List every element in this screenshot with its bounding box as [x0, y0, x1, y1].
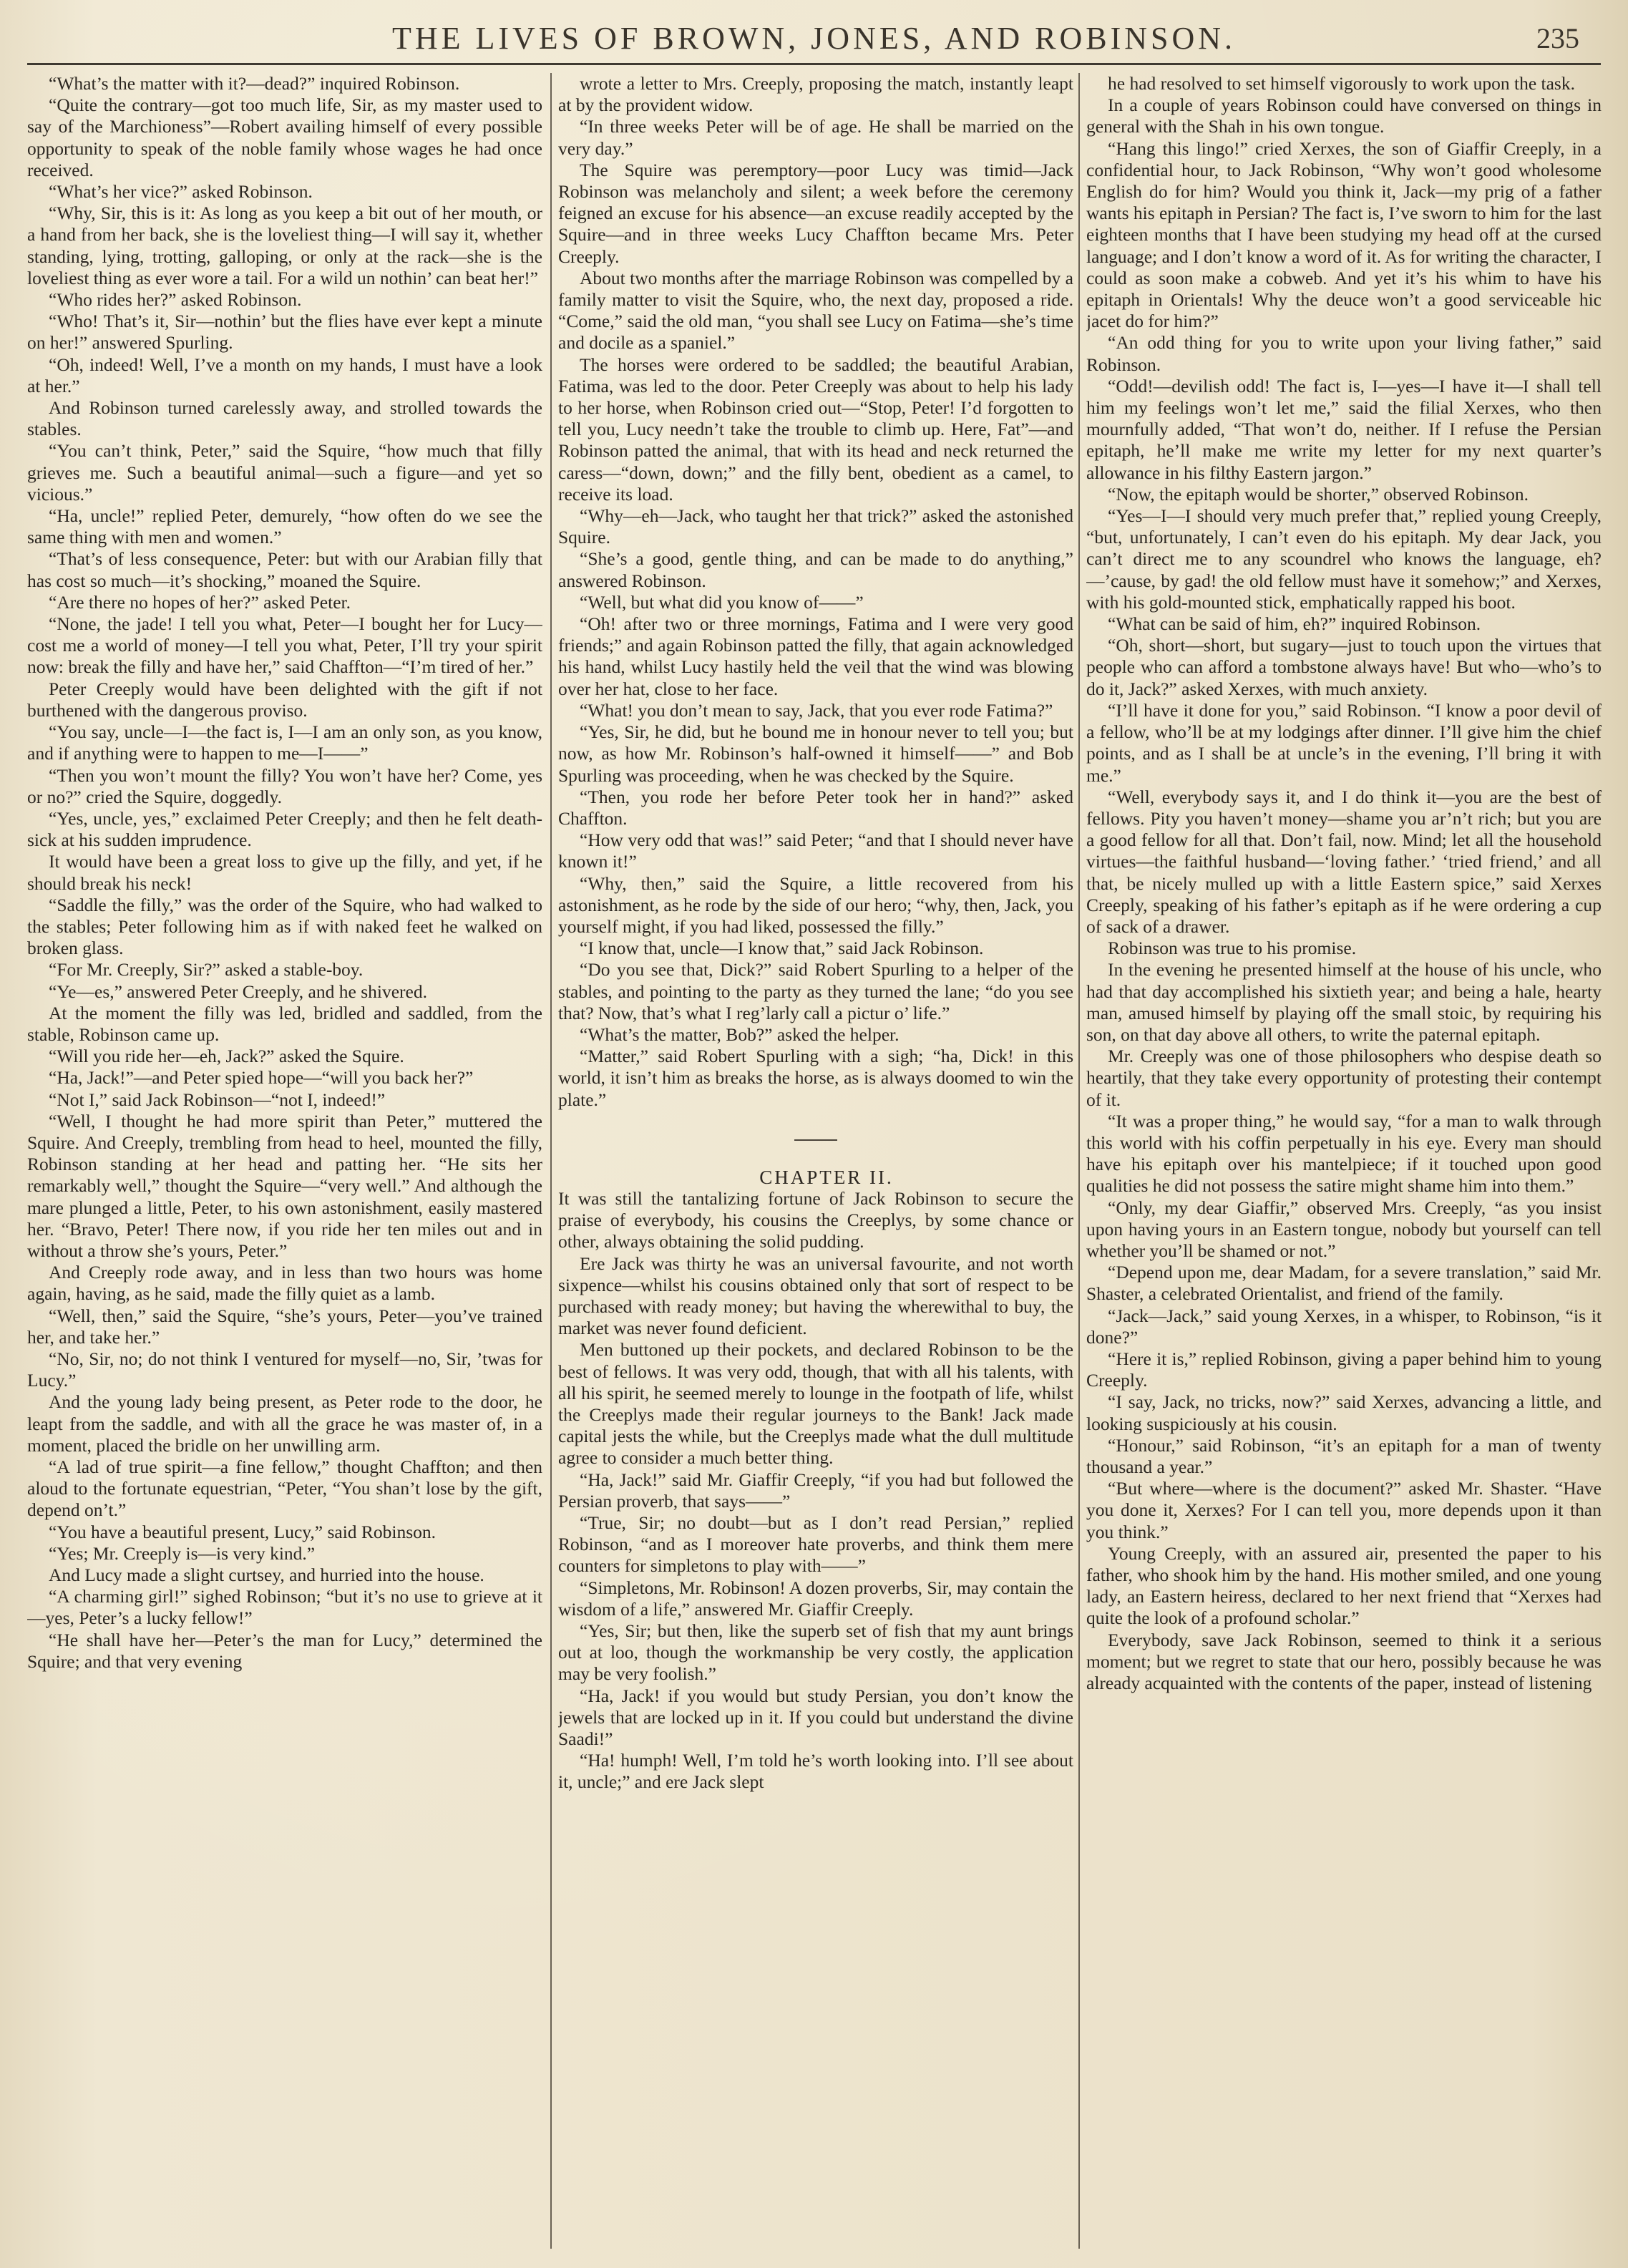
paragraph: “Saddle the filly,” was the order of the Squire, who had walked to the stables; Peter following him as if with naked feet he walked on broken glass. [27, 894, 542, 959]
paragraph: “Yes, Sir; but then, like the superb set of fish that my aunt brings out at loo, though the workmanship be very costly, the application may be very foolish.” [558, 1620, 1073, 1685]
paragraph: “No, Sir, no; do not think I ventured for myself—no, Sir, ’twas for Lucy.” [27, 1348, 542, 1391]
column-1-text [27, 73, 542, 1673]
paragraph: The Squire was peremptory—poor Lucy was timid—Jack Robinson was melancholy and silent; a week before the ceremony feigned an excuse for his absence—an excuse readily accepted by the Squire—and in three weeks Lucy Chaffton became Mrs. Peter Creeply. [558, 159, 1073, 267]
paragraph: “Who! That’s it, Sir—nothin’ but the flies have ever kept a minute on her!” answered Spurling. [27, 311, 542, 354]
paragraph: “How very odd that was!” said Peter; “and that I should never have known it!” [558, 829, 1073, 872]
paragraph: “Depend upon me, dear Madam, for a severe translation,” said Mr. Shaster, a celebrated Orientalist, and friend of the family. [1086, 1262, 1602, 1305]
paragraph: And Lucy made a slight curtsey, and hurried into the house. [49, 1564, 484, 1586]
paragraph: Robinson was true to his promise. [1108, 938, 1357, 959]
paragraph: “Ha, uncle!” replied Peter, demurely, “how often do we see the same thing with men and women.” [27, 505, 542, 548]
paragraph: “He shall have her—Peter’s the man for Lucy,” determined the Squire; and that very evening [27, 1629, 542, 1672]
column-2 [558, 73, 1073, 2256]
paragraph: “I know that, uncle—I know that,” said Jack Robinson. [580, 938, 984, 959]
paragraph: “Why, then,” said the Squire, a little recovered from his astonishment, as he rode by the side of our hero; “why, then, Jack, you yourself might, if you had liked, possessed the filly.” [558, 872, 1073, 937]
paragraph: “True, Sir; no doubt—but as I don’t read Persian,” replied Robinson, “and as I moreover hate proverbs, and think them mere counters for simpletons to play with——” [558, 1512, 1073, 1577]
column-1 [27, 73, 542, 2256]
paragraph: And the young lady being present, as Peter rode to the door, he leapt from the saddle, and with all the grace he was master of, in a moment, placed the bridle on her unwilling arm. [27, 1391, 542, 1456]
paragraph: “Jack—Jack,” said young Xerxes, in a whisper, to Robinson, “is it done?” [1086, 1305, 1602, 1348]
paragraph: he had resolved to set himself vigorously to work upon the task. [1108, 73, 1575, 94]
paragraph: “Hang this lingo!” cried Xerxes, the son of Giaffir Creeply, in a confidential hour, to Jack Robinson, “Why won’t good wholesome English do for him? Would you think it, Jack—my prig of a father wants his epitaph in Persian? The fact is, I’ve sworn to him for the last eighteen months that I have been studying my head off at the cursed language; and I don’t know a word of it. As for writing the character, I could as soon make a cobweb. And yet it’s his whim to have his epitaph in Orientals! Why the deuce won’t a good serviceable hic jacet do for him?” [1086, 137, 1602, 332]
paragraph: “None, the jade! I tell you what, Peter—I bought her for Lucy—cost me a world of money—I tell you what, Peter, I’ll try your spirit now: break the filly and have her,” said Chaffton—“I’m tired of her.” [27, 613, 542, 678]
paragraph: “Who rides her?” asked Robinson. [49, 289, 302, 311]
paragraph: “Then, you rode her before Peter took her in hand?” asked Chaffton. [558, 786, 1073, 829]
paragraph: “For Mr. Creeply, Sir?” asked a stable-boy. [49, 959, 364, 980]
paragraph: “What’s her vice?” asked Robinson. [49, 181, 313, 203]
paragraph: “Well, then,” said the Squire, “she’s yours, Peter—you’ve trained her, and take her.” [27, 1305, 542, 1348]
column-3 [1086, 73, 1602, 2256]
paragraph: “What’s the matter, Bob?” asked the helper. [580, 1023, 900, 1045]
column-2-text-bottom [558, 1253, 1073, 1794]
paragraph: “Oh, indeed! Well, I’ve a month on my hands, I must have a look at her.” [27, 354, 542, 396]
paragraph: In a couple of years Robinson could have conversed on things in general with the Shah in his own tongue. [1086, 94, 1602, 137]
paragraph: Young Creeply, with an assured air, presented the paper to his father, who shook him by the hand. His mother smiled, and one young lady, an Eastern heiress, declared to her next friend that “Xerxes had quite the look of a profound scholar.” [1086, 1542, 1602, 1629]
paragraph: “Why, Sir, this is it: As long as you keep a bit out of her mouth, or a hand from her back, she is the loveliest thing—I will say it, whether standing, lying, trotting, galloping, or only at the rack—she is the loveliest thing as ever wore a tail. For a wild un nothin’ can beat her!” [27, 203, 542, 288]
paragraph: “What’s the matter with it?—dead?” inquired Robinson. [49, 73, 460, 94]
header-rule [27, 63, 1601, 65]
paragraph: wrote a letter to Mrs. Creeply, proposing the match, instantly leapt at by the provident widow. [558, 73, 1073, 116]
paragraph: “Yes—I—I should very much prefer that,” replied young Creeply, “but, unfortunately, I can’t even do his epitaph. My dear Jack, you can’t direct me to any scoundrel who knows the language, eh?—’cause, by gad! the old fellow must have it somehow;” and Xerxes, with his gold-mounted stick, emphatically rapped his boot. [1086, 505, 1602, 613]
paragraph: “Then you won’t mount the filly? You won’t have her? Come, yes or no?” cried the Squire, doggedly. [27, 764, 542, 807]
chapter-heading: CHAPTER II. [759, 1166, 894, 1188]
page-number: 235 [1536, 22, 1579, 54]
paragraph: “Yes; Mr. Creeply is—is very kind.” [49, 1542, 316, 1564]
paragraph: “Here it is,” replied Robinson, giving a paper behind him to young Creeply. [1086, 1348, 1602, 1391]
chapter-opening-paragraph: It was still the tantalizing fortune of Jack Robinson to secure the praise of everybody, his cousins the Creeplys, by some chance or other, always obtaining the solid pudding. [558, 1187, 1073, 1252]
paragraph: “That’s of less consequence, Peter: but with our Arabian filly that has cost so much—it’s shocking,” moaned the Squire. [27, 548, 542, 591]
running-title: THE LIVES OF BROWN, JONES, AND ROBINSON. [391, 21, 1237, 56]
paragraph: “Now, the epitaph would be shorter,” observed Robinson. [1108, 483, 1529, 505]
paragraph: “Odd!—devilish odd! The fact is, I—yes—I have it—I shall tell him my feelings won’t let me,” said the filial Xerxes, who then mournfully added, “That won’t do, neither. If I refuse the Persian epitaph, he’ll make me write my letter for my next quarter’s allowance in his filthy Eastern jargon.” [1086, 375, 1602, 483]
paragraph: “You say, uncle—I—the fact is, I—I am an only son, as you know, and if anything were to happen to me—I——” [27, 721, 542, 764]
paragraph: “In three weeks Peter will be of age. He shall be married on the very day.” [558, 116, 1073, 159]
paragraph: It would have been a great loss to give up the filly, and yet, if he should break his neck! [27, 851, 542, 894]
paragraph: “What can be said of him, eh?” inquired Robinson. [1108, 613, 1481, 635]
paragraph: “She’s a good, gentle thing, and can be made to do anything,” answered Robinson. [558, 548, 1073, 591]
paragraph: “Ha, Jack!” said Mr. Giaffir Creeply, “if you had but followed the Persian proverb, that says——” [558, 1469, 1073, 1512]
paragraph: “Not I,” said Jack Robinson—“not I, indeed!” [49, 1089, 386, 1110]
paragraph: “You can’t think, Peter,” said the Squire, “how much that filly grieves me. Such a beautiful animal—such a figure—and yet so vicious.” [27, 440, 542, 505]
paragraph: “An odd thing for you to write upon your living father,” said Robinson. [1086, 332, 1602, 375]
paragraph: “Only, my dear Giaffir,” observed Mrs. Creeply, “as you insist upon having yours in an Eastern tongue, nobody but yourself can tell whether you’ll be shamed or not.” [1086, 1197, 1602, 1261]
paragraph: About two months after the marriage Robinson was compelled by a family matter to visit the Squire, who, the next day, proposed a ride. “Come,” said the old man, “you shall see Lucy on Fatima—she’s time and docile as a spaniel.” [558, 267, 1073, 354]
paragraph: “Well, I thought he had more spirit than Peter,” muttered the Squire. And Creeply, trembling from head to heel, mounted the filly, Robinson standing at her head and patting her. “He sits her remarkably well,” thought the Squire—“very well.” And although the mare plunged a little, Peter, to his own astonishment, easily mastered her. “Bravo, Peter! There now, if you ride her ten miles out and in without a throw she’s yours, Peter.” [27, 1110, 542, 1261]
paragraph: “Matter,” said Robert Spurling with a sigh; “ha, Dick! in this world, it isn’t him as breaks the horse, as is always doomed to win the plate.” [558, 1046, 1073, 1110]
section-divider [794, 1139, 837, 1141]
paragraph: Ere Jack was thirty he was an universal favourite, and not worth sixpence—whilst his cousins obtained only that sort of respect to be purchased with ready money; but having the wherewithal to buy, the market was never found deficient. [558, 1252, 1073, 1339]
paragraph: The horses were ordered to be saddled; the beautiful Arabian, Fatima, was led to the door. Peter Creeply was about to help his lady to her horse, when Robinson cried out—“Stop, Peter! I’d forgotten to tell you, Lucy needn’t take the trouble to climb up. Here, Fat”—and Robinson patted the animal, that with its head and neck returned the caress—“down, down;” and the filly bent, obedient as a camel, to receive its load. [558, 354, 1073, 505]
paragraph: Everybody, save Jack Robinson, seemed to think it a serious moment; but we regret to state that our hero, possibly because he was already acquainted with the contents of the paper, instead of listening [1086, 1629, 1602, 1694]
paragraph: “Well, but what did you know of——” [580, 591, 864, 613]
paragraph: “Why—eh—Jack, who taught her that trick?” asked the astonished Squire. [558, 505, 1073, 548]
column-3-text [1086, 73, 1602, 1694]
paragraph: “Oh! after two or three mornings, Fatima and I were very good friends;” and again Robinson patted the filly, that again acknowledged his hand, whilst Lucy hastily held the veil that the wind was blowing over her hat, close to her face. [558, 613, 1073, 699]
column-2-text-top [558, 73, 1073, 1111]
paragraph: “I say, Jack, no tricks, now?” said Xerxes, advancing a little, and looking suspiciously at his cousin. [1086, 1391, 1602, 1434]
paragraph: “You have a beautiful present, Lucy,” said Robinson. [49, 1521, 437, 1542]
paragraph: “Oh, short—short, but sugary—just to touch upon the virtues that people who can afford a tombstone always have! But who—who’s to do it, Jack?” asked Xerxes, with much anxiety. [1086, 635, 1602, 699]
paragraph: “Ha, Jack! if you would but study Persian, you don’t know the jewels that are locked up in it. If you could but understand the divine Saadi!” [558, 1685, 1073, 1750]
paragraph: Peter Creeply would have been delighted with the gift if not burthened with the dangerous proviso. [27, 678, 542, 721]
column-divider [1078, 73, 1080, 2249]
paragraph: “Yes, uncle, yes,” exclaimed Peter Creeply; and then he felt death-sick at his sudden imprudence. [27, 807, 542, 851]
paragraph: “Ha! humph! Well, I’m told he’s worth looking into. I’ll see about it, uncle;” and ere Jack slept [558, 1750, 1073, 1793]
columns [27, 73, 1601, 2256]
paragraph: “It was a proper thing,” he would say, “for a man to walk through this world with his coffin perpetually in his eye. Every man should have his epitaph over his mantelpiece; if it touched upon good qualities he did not possess the satire might shame him into them.” [1086, 1110, 1602, 1197]
paragraph: “Ye—es,” answered Peter Creeply, and he shivered. [49, 980, 427, 1002]
paragraph: “But where—where is the document?” asked Mr. Shaster. “Have you done it, Xerxes? For I can tell you, more depends upon it than you think.” [1086, 1478, 1602, 1542]
paragraph: At the moment the filly was led, bridled and saddled, from the stable, Robinson came up. [27, 1002, 542, 1045]
paragraph: “Are there no hopes of her?” asked Peter. [49, 591, 351, 613]
paragraph: “Quite the contrary—got too much life, Sir, as my master used to say of the Marchioness”—Robert availing himself of every possible opportunity to speak of the noble family whose wages he had once received. [27, 94, 542, 180]
paragraph: “Will you ride her—eh, Jack?” asked the Squire. [49, 1046, 404, 1067]
paragraph: “A charming girl!” sighed Robinson; “but it’s no use to grieve at it—yes, Peter’s a lucky fellow!” [27, 1586, 542, 1629]
paragraph: And Robinson turned carelessly away, and strolled towards the stables. [27, 397, 542, 440]
paragraph: Men buttoned up their pockets, and declared Robinson to be the best of fellows. It was very odd, though, that with all his talents, with all his spirit, he seemed merely to lounge in the footpath of life, whilst the Creeplys made their regular journeys to the Bank! Jack made capital jests the while, but the Creeplys made what the dull multitude agree to consider a much better thing. [558, 1339, 1073, 1469]
paragraph: “Simpletons, Mr. Robinson! A dozen proverbs, Sir, may contain the wisdom of a life,” answered Mr. Giaffir Creeply. [558, 1577, 1073, 1620]
paragraph: And Creeply rode away, and in less than two hours was home again, having, as he said, made the filly quiet as a lamb. [27, 1262, 542, 1305]
paragraph: In the evening he presented himself at the house of his uncle, who had that day accomplished his sixtieth year; and being a hale, hearty man, amused himself by playing off the small stoic, by requiring his son, on that day above all others, to write the paternal epitaph. [1086, 959, 1602, 1045]
paragraph: “What! you don’t mean to say, Jack, that you ever rode Fatima?” [580, 699, 1053, 721]
column-divider [550, 73, 552, 2249]
paragraph: Mr. Creeply was one of those philosophers who despise death so heartily, that they take every opportunity of protesting their contempt of it. [1086, 1046, 1602, 1110]
paragraph: “A lad of true spirit—a fine fellow,” thought Chaffton; and then aloud to the fortunate equestrian, “Peter, “You shan’t lose by the gift, depend on’t.” [27, 1456, 542, 1521]
paragraph: “Ha, Jack!”—and Peter spied hope—“will you back her?” [49, 1067, 474, 1089]
paragraph: “Yes, Sir, he did, but he bound me in honour never to tell you; but now, as how Mr. Robinson’s half-owned it himself——” and Bob Spurling was proceeding, when he was checked by the Squire. [558, 721, 1073, 786]
paragraph: “Well, everybody says it, and I do think it—you are the best of fellows. Pity you haven’t money—shame you ar’n’t rich; but you are a good fellow for all that. Don’t fail, now. Mind; let all the household virtues—the faithful husband—‘loving father.’ ‘tried friend,’ and all that, be nicely mulled up with a little Eastern spice,” said Xerxes Creeply, speaking of his father’s epitaph as if he were ordering a cup of sack of a drawer. [1086, 786, 1602, 937]
paragraph: “I’ll have it done for you,” said Robinson. “I know a poor devil of a fellow, who’ll be at my lodgings after dinner. I’ll give him the chief points, and as I shall be at uncle’s in the evening, I’ll bring it with me.” [1086, 699, 1602, 786]
paragraph: “Do you see that, Dick?” said Robert Spurling to a helper of the stables, and pointing to the party as they turned the lane; “do you see that? Now, that’s what I reg’larly call a pictur o’ life.” [558, 959, 1073, 1023]
paragraph: “Honour,” said Robinson, “it’s an epitaph for a man of twenty thousand a year.” [1086, 1434, 1602, 1477]
